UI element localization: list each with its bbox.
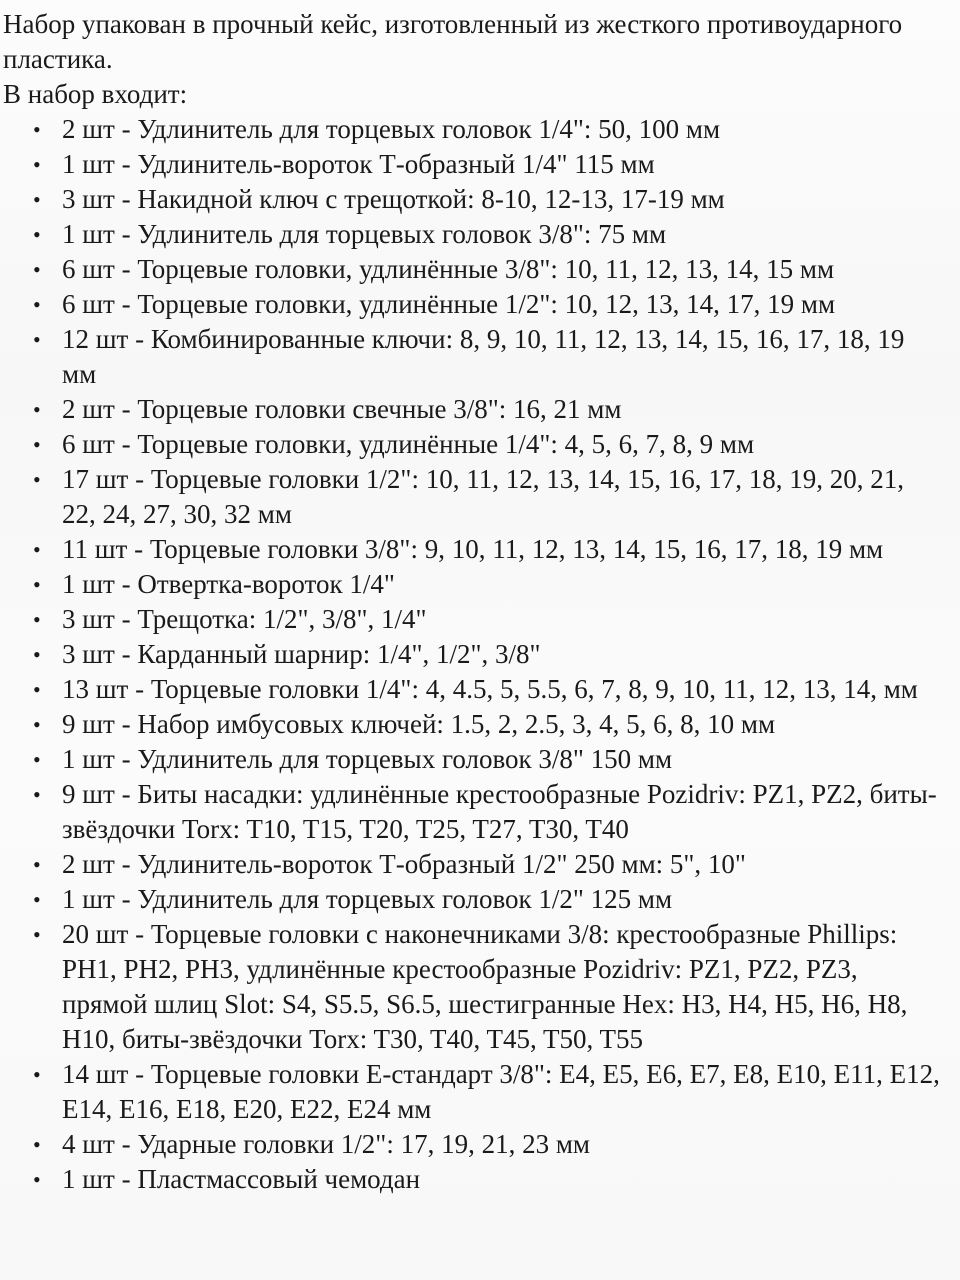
bullet-icon: • (33, 782, 41, 807)
list-item (3, 182, 954, 217)
bullet-icon: • (33, 467, 41, 492)
list-item (3, 742, 954, 777)
list-item (3, 567, 954, 602)
list-item-text: 2 шт - Удлинитель для торцевых головок 1/4": 50, 100 мм (62, 114, 721, 144)
bullet-icon: • (33, 432, 41, 457)
bullet-icon: • (33, 537, 41, 562)
bullet-icon: • (33, 257, 41, 282)
list-item (3, 392, 954, 427)
bullet-icon: • (33, 642, 41, 667)
items-list (3, 112, 954, 1197)
list-item (3, 847, 954, 882)
bullet-icon: • (33, 607, 41, 632)
list-item (3, 287, 954, 322)
bullet-icon: • (33, 922, 41, 947)
list-item-text: 3 шт - Накидной ключ с трещоткой: 8-10, 12-13, 17-19 мм (62, 184, 725, 214)
bullet-icon: • (33, 397, 41, 422)
list-item (3, 112, 954, 147)
list-item-text: 2 шт - Удлинитель-вороток Т-образный 1/2" 250 мм: 5", 10" (62, 849, 746, 879)
list-item (3, 672, 954, 707)
list-item (3, 917, 954, 1057)
list-item-text: 1 шт - Пластмассовый чемодан (62, 1164, 421, 1194)
list-item (3, 777, 954, 847)
list-item-text: 6 шт - Торцевые головки, удлинённые 1/4": 4, 5, 6, 7, 8, 9 мм (62, 429, 755, 459)
list-item (3, 602, 954, 637)
list-item-text: 1 шт - Удлинитель для торцевых головок 3/8" 150 мм (62, 744, 673, 774)
list-item-text: 2 шт - Торцевые головки свечные 3/8": 16, 21 мм (62, 394, 622, 424)
list-item-text: 6 шт - Торцевые головки, удлинённые 1/2": 10, 12, 13, 14, 17, 19 мм (62, 289, 836, 319)
list-item (3, 147, 954, 182)
bullet-icon: • (33, 852, 41, 877)
bullet-icon: • (33, 747, 41, 772)
list-item-text: 9 шт - Биты насадки: удлинённые крестообразные Pozidriv: PZ1, PZ2, биты-звёздочки Torx: T10, T15, T20, T25, T27, T30, T40 (62, 779, 937, 844)
bullet-icon: • (33, 327, 41, 352)
bullet-icon: • (33, 117, 41, 142)
bullet-icon: • (33, 1062, 41, 1087)
bullet-icon: • (33, 292, 41, 317)
list-item (3, 1057, 954, 1127)
list-item (3, 532, 954, 567)
bullet-icon: • (33, 677, 41, 702)
list-item-text: 20 шт - Торцевые головки с наконечниками 3/8: крестообразные Phillips: PH1, PH2, PH3, удлинённые крестообразные Pozidriv: PZ1, PZ2, PZ3, прямой шлиц Slot: S4, S5.5, S6.5, шестигранные Hex: H3, H4, H5, H6, H8, H10, биты-звёздочки Torx: T30, T40, T45, T50, T55 (62, 919, 908, 1054)
list-item (3, 462, 954, 532)
list-item-text: 17 шт - Торцевые головки 1/2": 10, 11, 12, 13, 14, 15, 16, 17, 18, 19, 20, 21, 22, 24, 27, 30, 32 мм (62, 464, 904, 529)
bullet-icon: • (33, 222, 41, 247)
bullet-icon: • (33, 887, 41, 912)
list-item-text: 13 шт - Торцевые головки 1/4": 4, 4.5, 5, 5.5, 6, 7, 8, 9, 10, 11, 12, 13, 14, мм (62, 674, 918, 704)
list-item (3, 637, 954, 672)
list-item (3, 427, 954, 462)
list-item (3, 217, 954, 252)
list-item (3, 1162, 954, 1197)
list-item (3, 1127, 954, 1162)
bullet-icon: • (33, 1132, 41, 1157)
intro-paragraph: Набор упакован в прочный кейс, изготовленный из жесткого противоударного пластика. (3, 9, 903, 74)
list-item-text: 12 шт - Комбинированные ключи: 8, 9, 10, 11, 12, 13, 14, 15, 16, 17, 18, 19 мм (62, 324, 905, 389)
list-item-text: 1 шт - Удлинитель для торцевых головок 3/8": 75 мм (62, 219, 667, 249)
bullet-icon: • (33, 152, 41, 177)
list-item-text: 1 шт - Удлинитель для торцевых головок 1/2" 125 мм (62, 884, 673, 914)
bullet-icon: • (33, 712, 41, 737)
list-item-text: 1 шт - Отвертка-вороток 1/4" (62, 569, 395, 599)
list-item-text: 6 шт - Торцевые головки, удлинённые 3/8": 10, 11, 12, 13, 14, 15 мм (62, 254, 835, 284)
list-item (3, 322, 954, 392)
list-item (3, 882, 954, 917)
list-item-text: 4 шт - Ударные головки 1/2": 17, 19, 21, 23 мм (62, 1129, 590, 1159)
list-heading: В набор входит: (3, 79, 188, 109)
list-item-text: 3 шт - Карданный шарнир: 1/4", 1/2", 3/8" (62, 639, 541, 669)
list-item-text: 14 шт - Торцевые головки Е-стандарт 3/8": E4, E5, E6, E7, E8, E10, E11, E12, E14, E16, E18, E20, E22, E24 мм (62, 1059, 940, 1124)
bullet-icon: • (33, 1167, 41, 1192)
list-item-text: 9 шт - Набор имбусовых ключей: 1.5, 2, 2.5, 3, 4, 5, 6, 8, 10 мм (62, 709, 776, 739)
list-item (3, 252, 954, 287)
list-item (3, 707, 954, 742)
list-item-text: 3 шт - Трещотка: 1/2", 3/8", 1/4" (62, 604, 427, 634)
list-item-text: 11 шт - Торцевые головки 3/8": 9, 10, 11, 12, 13, 14, 15, 16, 17, 18, 19 мм (62, 534, 884, 564)
list-item-text: 1 шт - Удлинитель-вороток Т-образный 1/4" 115 мм (62, 149, 655, 179)
bullet-icon: • (33, 187, 41, 212)
bullet-icon: • (33, 572, 41, 597)
